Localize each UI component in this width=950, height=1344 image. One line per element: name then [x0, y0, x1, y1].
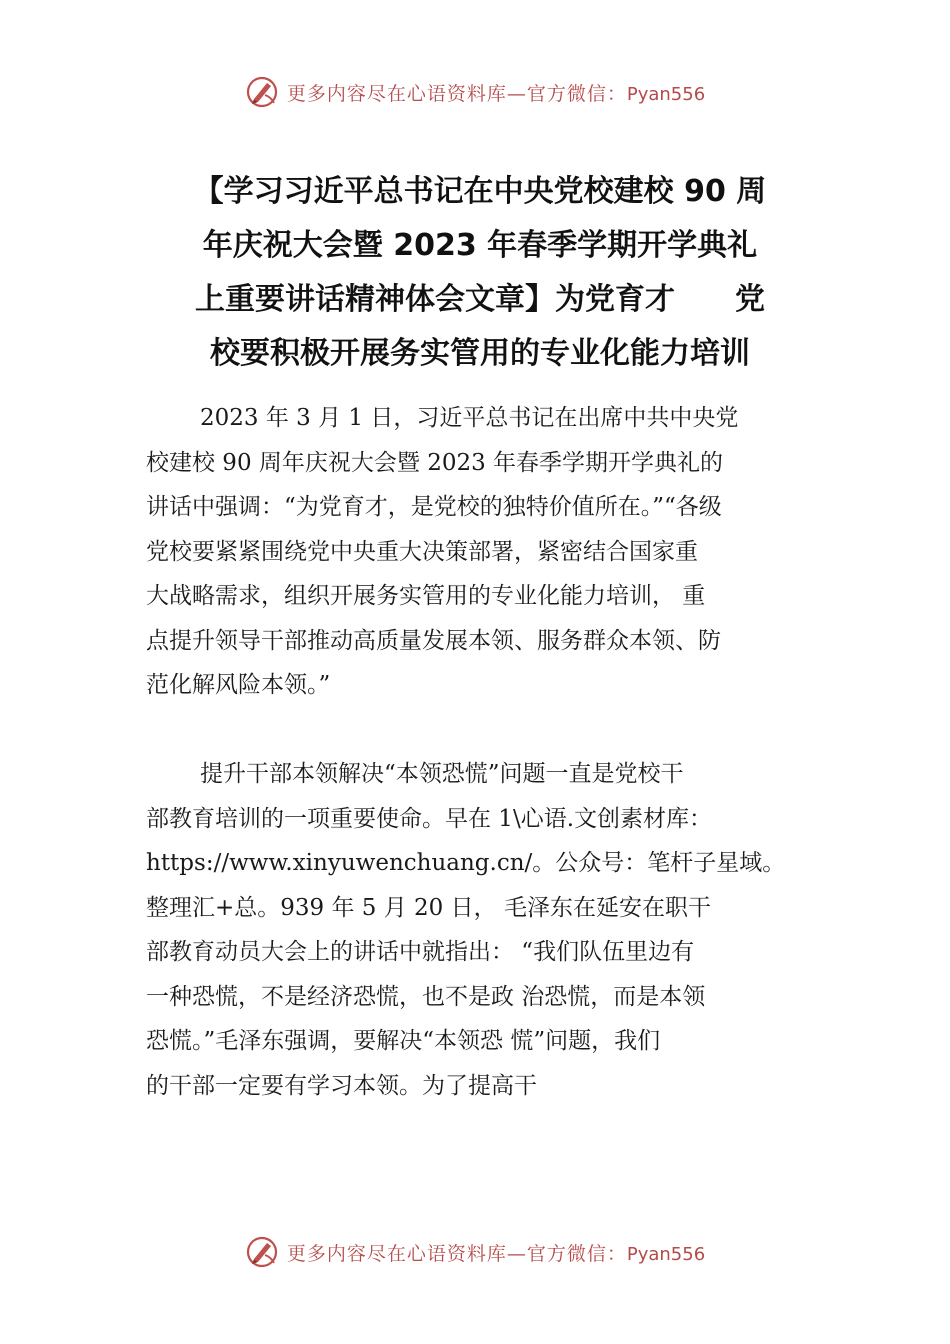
text-line: 一种恐慌，不是经济恐慌，也不是政 治恐慌，而是本领	[146, 983, 706, 1010]
wechat-id: Pyan556	[626, 1243, 706, 1265]
title-line: 上重要讲话精神体会文章】为党育才 党	[195, 282, 765, 317]
footer-banner	[0, 1232, 950, 1272]
pen-logo-icon	[245, 75, 279, 109]
banner-text: 更多内容尽在心语资料库—官方微信：Pyan556	[286, 1242, 706, 1265]
text-line: 恐慌。”毛泽东强调，要解决“本领恐 慌”问题，我们	[146, 1028, 661, 1054]
banner-text: 更多内容尽在心语资料库—官方微信：Pyan556	[286, 82, 706, 105]
text-line: 党校要紧紧围绕党中央重大决策部署，紧密结合国家重	[146, 538, 698, 565]
document-title	[145, 165, 815, 381]
text-line: 校建校 90 周年庆祝大会暨 2023 年春季学期开学典礼的	[146, 449, 724, 476]
text-line: 整理汇+总。939 年 5 月 20 日， 毛泽东在延安在职干	[146, 894, 711, 921]
wechat-id: Pyan556	[626, 83, 706, 105]
text-line: https://www.xinyuwenchuang.cn/。公众号：笔杆子星域。	[146, 850, 786, 876]
text-line: 提升干部本领解决“本领恐慌”问题一直是党校干	[200, 761, 684, 787]
title-line: 校要积极开展务实管用的专业化能力培训	[210, 336, 750, 371]
pen-logo-icon	[245, 1235, 279, 1269]
title-line: 【学习习近平总书记在中央党校建校 90 周	[193, 174, 767, 209]
text-line: 部教育动员大会上的讲话中就指出： “我们队伍里边有	[146, 939, 695, 965]
text-line: 讲话中强调：“为党育才，是党校的独特价值所在。”“各级	[146, 494, 722, 520]
header-banner	[0, 72, 950, 112]
title-line: 年庆祝大会暨 2023 年春季学期开学典礼	[202, 228, 758, 263]
paragraph-2	[146, 752, 846, 1108]
text-line: 的干部一定要有学习本领。为了提高干	[146, 1072, 537, 1099]
text-line: 点提升领导干部推动高质量发展本领、服务群众本领、防	[146, 627, 721, 654]
paragraph-1	[146, 396, 846, 708]
text-line: 2023 年 3 月 1 日，习近平总书记在出席中共中央党	[200, 405, 739, 431]
text-line: 部教育培训的一项重要使命。早在 1\心语.文创素材库：	[146, 805, 713, 832]
text-line: 大战略需求，组织开展务实管用的专业化能力培训， 重	[146, 583, 706, 609]
text-line: 范化解风险本领。”	[146, 672, 331, 698]
